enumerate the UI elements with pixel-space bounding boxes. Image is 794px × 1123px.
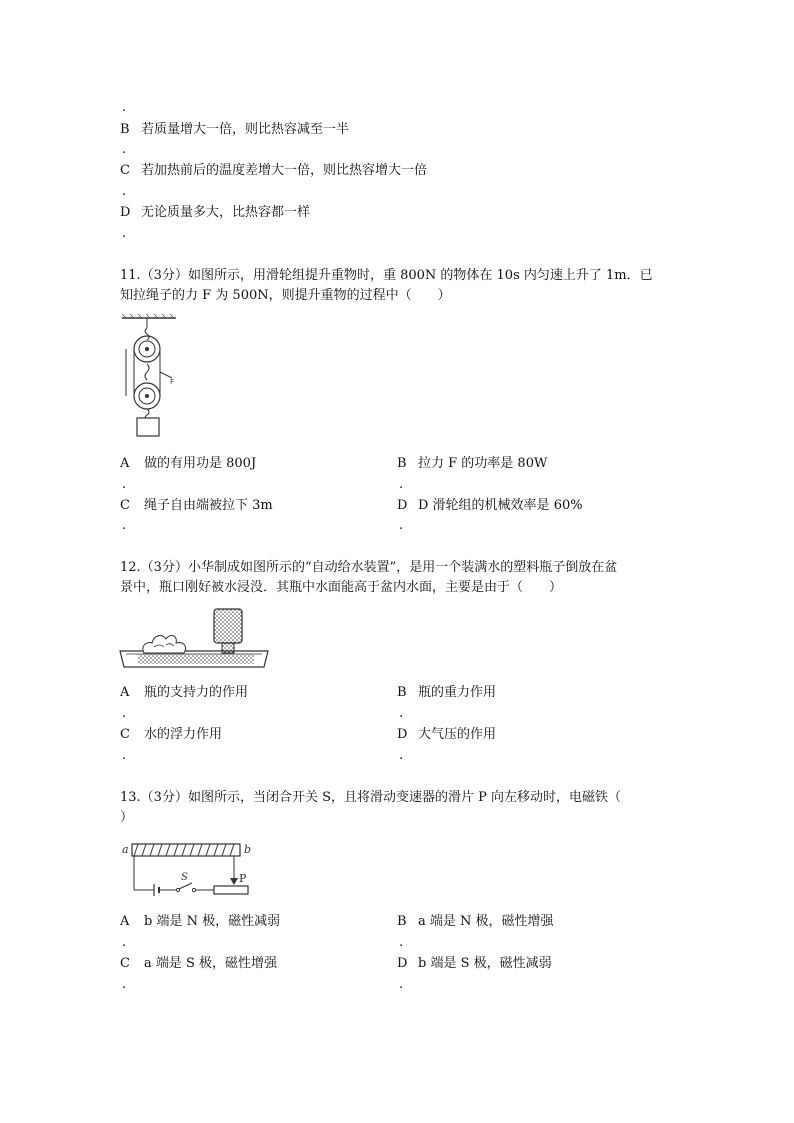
q13-option-a-text: b 端是 N 极，磁性减弱 [144, 914, 281, 929]
option-dot: . [399, 977, 404, 992]
option-dot: . [399, 935, 404, 950]
option-dot: . [122, 477, 127, 492]
q11-option-c-letter: C [120, 498, 130, 513]
q11-option-b-letter: B [397, 456, 407, 471]
option-dot: . [122, 977, 127, 992]
q12-stem-line2: 景中，瓶口刚好被水浸没．其瓶中水面能高于盆内水面，主要是由于（ ） [120, 580, 563, 595]
option-dot: . [122, 100, 127, 115]
water-bottle-figure [118, 605, 270, 671]
pulley-system-figure [118, 312, 180, 438]
option-dot: . [122, 184, 127, 199]
q12-option-c-text: 水的浮力作用 [144, 727, 223, 742]
q12-stem [120, 558, 680, 598]
switch-label-s: S [181, 872, 188, 883]
q13-option-d-text: b 端是 S 极，磁性减弱 [418, 956, 552, 971]
force-label-f: F [170, 378, 175, 386]
q13-option-c-text: a 端是 S 极，磁性增强 [144, 956, 278, 971]
q13-stem-line2: ） [120, 810, 134, 825]
q12-option-d-letter: D [397, 727, 408, 742]
q11-option-b-text: 拉力 F 的功率是 80W [418, 456, 548, 471]
option-dot: . [399, 518, 404, 533]
option-dot: . [399, 706, 404, 721]
q11-stem-line2: 知拉绳子的力 F 为 500N，则提升重物的过程中（ ） [120, 288, 451, 303]
option-dot: . [122, 935, 127, 950]
q11-stem-line1: 11.（3分）如图所示，用滑轮组提升重物时，重 800N 的物体在 10s 内匀速上升了 1m．已 [120, 268, 653, 283]
q13-option-a-letter: A [120, 914, 130, 929]
option-dot: . [399, 477, 404, 492]
slider-label-p: P [239, 872, 247, 885]
slider-p [230, 878, 238, 885]
q11-option-c-text: 绳子自由端被拉下 3m [144, 498, 273, 513]
q10-option-c-letter: C [120, 163, 130, 178]
q11-option-a-letter: A [120, 456, 130, 471]
q13-stem-line1: 13.（3分）如图所示，当闭合开关 S，且将滑动变速器的滑片 P 向左移动时，电磁铁（ [120, 790, 621, 805]
q12-option-a-letter: A [120, 685, 130, 700]
q12-option-b-letter: B [397, 685, 407, 700]
q10-option-d-text: 无论质量多大，比热容都一样 [141, 205, 311, 220]
rheostat [214, 886, 248, 894]
q10-option-b-letter: B [120, 122, 130, 137]
q10-option-b-text: 若质量增大一倍，则比热容减至一半 [141, 122, 350, 137]
option-dot: . [399, 748, 404, 763]
option-dot: . [122, 142, 127, 157]
bottle-neck [222, 643, 234, 653]
q12-option-d-text: 大气压的作用 [418, 727, 497, 742]
q13-stem [120, 788, 680, 828]
q12-option-b-text: 瓶的重力作用 [418, 685, 497, 700]
q11-option-d-text: D 滑轮组的机械效率是 60% [418, 498, 583, 513]
q10-option-d-letter: D [120, 205, 131, 220]
q10-option-c-text: 若加热前后的温度差增大一倍，则比热容增大一倍 [141, 163, 428, 178]
q11-option-a-text: 做的有用功是 800J [144, 456, 257, 471]
q13-option-b-letter: B [397, 914, 407, 929]
basin-water [138, 654, 254, 664]
q12-stem-line1: 12.（3分）小华制成如图所示的“自动给水装置”，是用一个装满水的塑料瓶子倒放在盆 [120, 560, 618, 575]
inverted-bottle [214, 609, 242, 643]
electromagnet-circuit-figure [118, 838, 260, 898]
option-dot: . [122, 748, 127, 763]
q11-option-d-letter: D [397, 498, 408, 513]
plant-soil [143, 636, 186, 653]
coil-end-label-b: b [244, 843, 252, 856]
q12-option-c-letter: C [120, 727, 130, 742]
q11-stem [120, 266, 680, 306]
q13-option-b-text: a 端是 N 极，磁性增强 [418, 914, 554, 929]
coil-end-label-a: a [122, 843, 129, 856]
option-dot: . [122, 518, 127, 533]
option-dot: . [122, 226, 127, 241]
q12-option-a-text: 瓶的支持力的作用 [144, 685, 249, 700]
option-dot: . [122, 706, 127, 721]
load-box [137, 418, 159, 436]
q13-option-c-letter: C [120, 956, 130, 971]
q13-option-d-letter: D [397, 956, 408, 971]
